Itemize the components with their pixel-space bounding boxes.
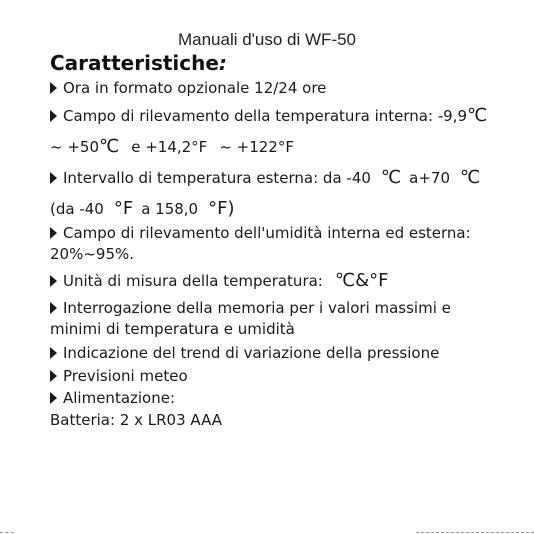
fahrenheit-unit: °F (113, 198, 134, 219)
feature-outdoor-temp-text: Intervallo di temperatura esterna: da -40 (63, 169, 371, 187)
bullet-arrow-icon (50, 275, 57, 287)
celsius-unit: ℃ (380, 167, 402, 188)
footer-rule-right (416, 532, 534, 533)
feature-battery: Batteria: 2 x LR03 AAA (50, 411, 223, 429)
feature-forecast-text: Previsioni meteo (63, 367, 188, 385)
bullet-arrow-icon (50, 172, 57, 184)
feature-time-format-text: Ora in formato opzionale 12/24 ore (63, 79, 327, 97)
section-heading (50, 51, 227, 75)
feature-time-format (50, 79, 326, 97)
fahrenheit-unit: °F) (208, 198, 235, 219)
bullet-arrow-icon (50, 227, 57, 239)
indoor-temp-max-f: ~ +122°F (219, 138, 294, 156)
celsius-unit: ℃ (99, 136, 120, 157)
page-title: Manuali d'uso di WF-50 (177, 30, 357, 49)
bullet-arrow-icon (50, 392, 57, 404)
outdoor-temp-max-f: a 158,0 (141, 200, 199, 218)
feature-temp-unit (50, 270, 388, 291)
feature-memory-text: Interrogazione della memoria per i valori massimi e (63, 299, 451, 317)
bullet-arrow-icon (50, 370, 57, 382)
feature-pressure-trend-text: Indicazione del trend di variazione della pressione (63, 344, 440, 362)
bullet-arrow-icon (50, 302, 57, 314)
feature-humidity (50, 224, 471, 242)
feature-memory-continued: minimi di temperatura e umidità (50, 320, 295, 338)
feature-indoor-temp-text: Campo di rilevamento della temperatura interna: -9,9 (63, 107, 468, 125)
feature-humidity-range: 20%~95%. (50, 245, 135, 263)
feature-outdoor-temp-f (50, 198, 235, 219)
temp-unit-value: ℃&°F (334, 270, 389, 291)
indoor-temp-max-c: ~ +50 (50, 138, 99, 156)
feature-temp-unit-text: Unità di misura della temperatura: (63, 272, 323, 290)
bullet-arrow-icon (50, 347, 57, 359)
celsius-unit: ℃ (460, 167, 481, 188)
section-heading-colon: : (218, 51, 227, 75)
feature-humidity-text: Campo di rilevamento dell'umidità interna ed esterna: (63, 224, 471, 242)
indoor-temp-min-f: e +14,2°F (131, 138, 208, 156)
feature-indoor-temp-continued (50, 136, 294, 157)
feature-power-text: Alimentazione: (63, 389, 176, 407)
section-heading-text: Caratteristiche (50, 51, 219, 75)
feature-power (50, 389, 175, 407)
footer-rule-left (0, 532, 14, 533)
bullet-arrow-icon (50, 82, 57, 94)
outdoor-temp-min-f: (da -40 (50, 200, 104, 218)
feature-pressure-trend (50, 344, 439, 362)
feature-forecast (50, 367, 188, 385)
feature-memory (50, 299, 451, 317)
celsius-unit: ℃ (467, 105, 488, 126)
bullet-arrow-icon (50, 110, 57, 122)
feature-indoor-temp (50, 105, 487, 126)
feature-outdoor-temp (50, 167, 480, 188)
outdoor-temp-max: a+70 (409, 169, 450, 187)
